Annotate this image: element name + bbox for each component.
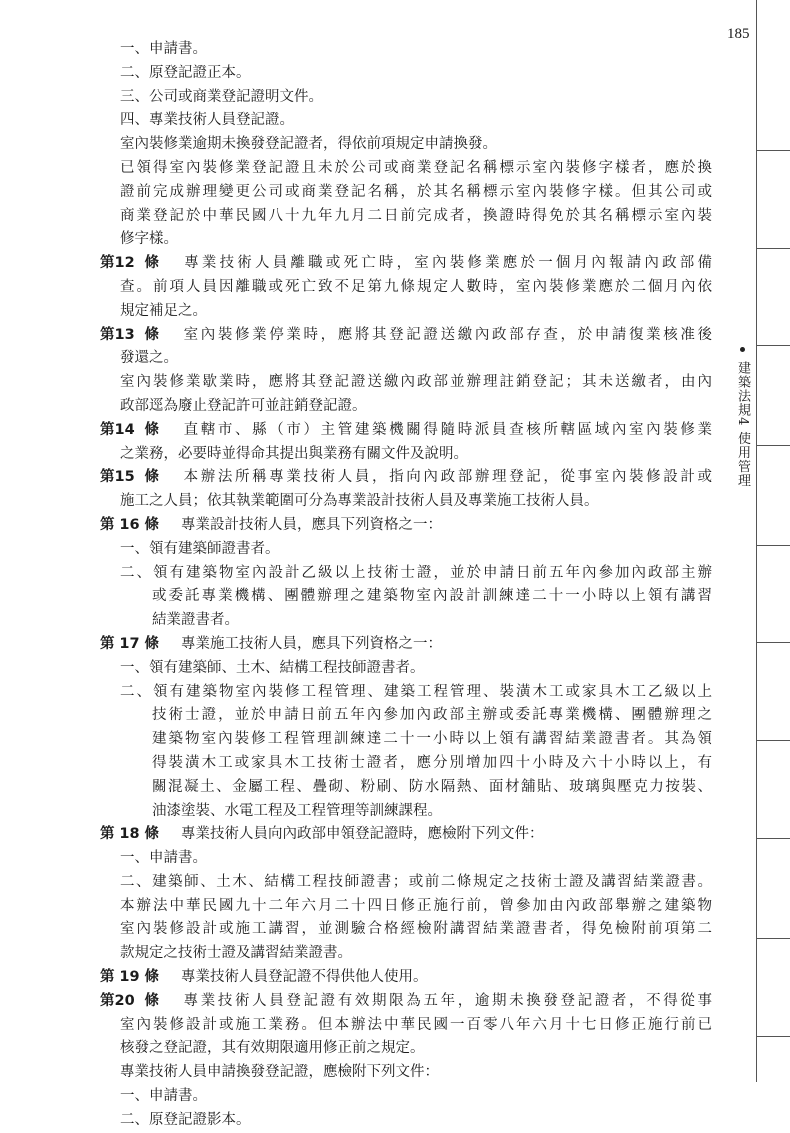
line-text: 二、建築師、土木、結構工程技師證書；或前二條規定之技術士證及講習結業證書。 <box>120 873 712 890</box>
line-text: 室內裝修設計或施工講習，並測驗合格經檢附講習結業證書者，得免檢附前項第二 <box>120 921 712 938</box>
page-number: 185 <box>727 26 750 42</box>
article-number <box>100 633 159 657</box>
line-text: 一、領有建築師證書者。 <box>120 540 280 557</box>
article-prefix: 第 <box>100 421 115 438</box>
line-text: 一、申請書。 <box>120 1088 207 1105</box>
line-text: 室內裝修設計或施工業務。但本辦法中華民國一百零八年六月十七日修正施行前已 <box>120 1016 712 1033</box>
article-suffix: 條 <box>144 635 159 652</box>
article-num-value: 17 <box>119 635 140 652</box>
text-line <box>100 728 712 752</box>
article-line <box>100 990 712 1014</box>
text-line <box>100 752 712 776</box>
article-number <box>100 324 159 348</box>
article-line <box>100 823 712 847</box>
line-text: 本辦法所稱專業技術人員，指向內政部辦理登記，從事室內裝修設計或 <box>181 469 712 486</box>
line-text: 專業技術人員離職或死亡時，室內裝修業應於一個月內報請內政部備 <box>181 255 712 272</box>
article-number <box>100 419 159 443</box>
article-suffix: 條 <box>144 421 159 438</box>
article-num-value: 19 <box>119 969 140 986</box>
thumb-tab-divider <box>756 642 790 643</box>
text-line <box>100 918 712 942</box>
text-line <box>100 942 712 966</box>
text-line <box>100 228 712 252</box>
article-suffix: 條 <box>144 969 159 986</box>
article-suffix: 條 <box>144 255 159 272</box>
bullet-icon <box>740 347 745 352</box>
line-text: 本辦法中華民國九十二年六月二十四日修正施行前，曾參加由內政部舉辦之建築物 <box>120 897 712 914</box>
line-text: 專業技術人員登記證不得供他人使用。 <box>181 969 428 986</box>
article-num-value: 14 <box>114 421 135 438</box>
text-line <box>100 895 712 919</box>
line-text: 技術士證，並於申請日前五年內參加內政部主辦或委託專業機構、團體辦理之 <box>152 707 712 724</box>
text-line <box>100 62 712 86</box>
text-line <box>100 1014 712 1038</box>
article-num-value: 15 <box>114 469 135 486</box>
text-line <box>100 1085 712 1109</box>
text-line <box>100 1109 712 1133</box>
article-prefix: 第 <box>100 469 115 486</box>
thumb-tab-divider <box>756 445 790 446</box>
text-line <box>100 800 712 824</box>
line-text: 建築物室內裝修工程管理訓練達二十一小時以上領有講習結業證書者。其為領 <box>152 731 712 748</box>
text-line <box>100 371 712 395</box>
article-number <box>100 514 159 538</box>
article-suffix: 條 <box>144 826 159 843</box>
text-line <box>100 347 712 371</box>
article-prefix: 第 <box>100 255 115 272</box>
article-prefix: 第 <box>100 635 115 652</box>
article-num-value: 20 <box>114 992 135 1009</box>
line-text: 二、原登記證正本。 <box>120 64 251 81</box>
line-text: 專業技術人員申請換發登記證，應檢附下列文件： <box>120 1064 439 1081</box>
article-number <box>100 966 159 990</box>
article-num-value: 16 <box>119 516 140 533</box>
thumb-index-rule <box>756 0 757 1082</box>
thumb-tab-divider <box>756 345 790 346</box>
line-text: 二、原登記證影本。 <box>120 1111 251 1128</box>
text-line <box>100 585 712 609</box>
article-line <box>100 633 712 657</box>
thumb-tab-divider <box>756 938 790 939</box>
thumb-tab-divider <box>756 150 790 151</box>
line-text: 專業技術人員向內政部申領登記證時，應檢附下列文件： <box>181 826 544 843</box>
text-line <box>100 86 712 110</box>
line-text: 得裝潢木工或家具木工技術士證者，應分別增加四十小時及六十小時以上，有 <box>152 754 712 771</box>
thumb-tab-divider <box>756 248 790 249</box>
article-prefix: 第 <box>100 826 115 843</box>
text-line <box>100 609 712 633</box>
line-text: 核發之登記證，其有效期限適用修正前之規定。 <box>120 1040 425 1057</box>
article-prefix: 第 <box>100 516 115 533</box>
article-suffix: 條 <box>144 992 159 1009</box>
line-text: 關混凝土、金屬工程、疊砌、粉刷、防水隔熱、面材舖貼、玻璃與壓克力按裝、 <box>152 778 712 795</box>
article-prefix: 第 <box>100 969 115 986</box>
line-text: 修字樣。 <box>120 231 178 248</box>
text-line <box>100 562 712 586</box>
text-line <box>100 1061 712 1085</box>
text-line <box>100 276 712 300</box>
line-text: 二、領有建築物室內設計乙級以上技術士證，並於申請日前五年內參加內政部主辦 <box>120 564 712 581</box>
article-number <box>100 252 159 276</box>
article-number <box>100 466 159 490</box>
article-line <box>100 514 712 538</box>
line-text: 三、公司或商業登記證明文件。 <box>120 88 323 105</box>
line-text: 政部逕為廢止登記許可並註銷登記證。 <box>120 397 367 414</box>
regulation-text-body <box>100 38 712 1133</box>
line-text: 專業施工技術人員，應具下列資格之一： <box>181 635 442 652</box>
line-text: 或委託專業機構、團體辦理之建築物室內設計訓練達二十一小時以上領有講習 <box>152 588 712 605</box>
article-number <box>100 823 159 847</box>
line-text: 直轄市、縣（市）主管建築機關得隨時派員查核所轄區域內室內裝修業 <box>181 421 712 438</box>
line-text: 規定補足之。 <box>120 302 207 319</box>
text-line <box>100 776 712 800</box>
thumb-tab-divider <box>756 545 790 546</box>
line-text: 一、申請書。 <box>120 41 207 57</box>
thumb-tab-divider <box>756 1036 790 1037</box>
article-suffix: 條 <box>144 326 159 343</box>
text-line <box>100 395 712 419</box>
article-line <box>100 324 712 348</box>
text-line <box>100 704 712 728</box>
article-line <box>100 419 712 443</box>
line-text: 一、申請書。 <box>120 850 207 867</box>
line-text: 商業登記於中華民國八十九年九月二日前完成者，換證時得免於其名稱標示室內裝 <box>120 207 712 224</box>
text-line <box>100 205 712 229</box>
text-line <box>100 38 712 62</box>
text-line <box>100 157 712 181</box>
line-text: 一、領有建築師、土木、結構工程技師證書者。 <box>120 659 425 676</box>
article-suffix: 條 <box>144 469 159 486</box>
line-text: 已領得室內裝修業登記證且未於公司或商業登記名稱標示室內裝修字樣者，應於換 <box>120 159 712 176</box>
thumb-tab-divider <box>756 838 790 839</box>
text-line <box>100 109 712 133</box>
line-text: 證前完成辦理變更公司或商業登記名稱，於其名稱標示室內裝修字樣。但其公司或 <box>120 183 712 200</box>
line-text: 室內裝修業逾期未換發登記證者，得依前項規定申請換發。 <box>120 136 497 153</box>
line-text: 室內裝修業停業時，應將其登記證送繳內政部存查，於申請復業核准後 <box>181 326 712 343</box>
article-line <box>100 252 712 276</box>
article-num-value: 13 <box>114 326 135 343</box>
text-line <box>100 657 712 681</box>
line-text: 款規定之技術士證及講習結業證書。 <box>120 945 352 962</box>
text-line <box>100 871 712 895</box>
article-prefix: 第 <box>100 326 115 343</box>
article-suffix: 條 <box>144 516 159 533</box>
thumb-tab-divider <box>756 740 790 741</box>
line-text: 室內裝修業歇業時，應將其登記證送繳內政部並辦理註銷登記；其未送繳者，由內 <box>120 374 712 391</box>
text-line <box>100 443 712 467</box>
article-prefix: 第 <box>100 992 115 1009</box>
line-text: 施工之人員；依其執業範圍可分為專業設計技術人員及專業施工技術人員。 <box>120 493 599 510</box>
text-line <box>100 538 712 562</box>
chapter-side-label-text: 建築法規4 使用管理 <box>735 361 750 488</box>
line-text: 之業務，必要時並得命其提出與業務有關文件及說明。 <box>120 445 468 462</box>
line-text: 四、專業技術人員登記證。 <box>120 112 294 129</box>
text-line <box>100 133 712 157</box>
line-text: 查。前項人員因離職或死亡致不足第九條規定人數時，室內裝修業應於二個月內依 <box>120 278 712 295</box>
text-line <box>100 681 712 705</box>
article-number <box>100 990 159 1014</box>
text-line <box>100 181 712 205</box>
chapter-side-label <box>733 347 752 488</box>
line-text: 發還之。 <box>120 350 178 367</box>
article-num-value: 18 <box>119 826 140 843</box>
line-text: 二、領有建築物室內裝修工程管理、建築工程管理、裝潢木工或家具木工乙級以上 <box>120 683 712 700</box>
article-line <box>100 966 712 990</box>
article-line <box>100 466 712 490</box>
text-line <box>100 1037 712 1061</box>
text-line <box>100 490 712 514</box>
line-text: 專業技術人員登記證有效期限為五年，逾期未換發登記證者，不得從事 <box>181 992 712 1009</box>
text-line <box>100 300 712 324</box>
text-line <box>100 847 712 871</box>
line-text: 專業設計技術人員，應具下列資格之一： <box>181 516 442 533</box>
article-num-value: 12 <box>114 255 135 272</box>
line-text: 結業證書者。 <box>152 612 239 629</box>
line-text: 油漆塗裝、水電工程及工程管理等訓練課程。 <box>152 802 442 819</box>
